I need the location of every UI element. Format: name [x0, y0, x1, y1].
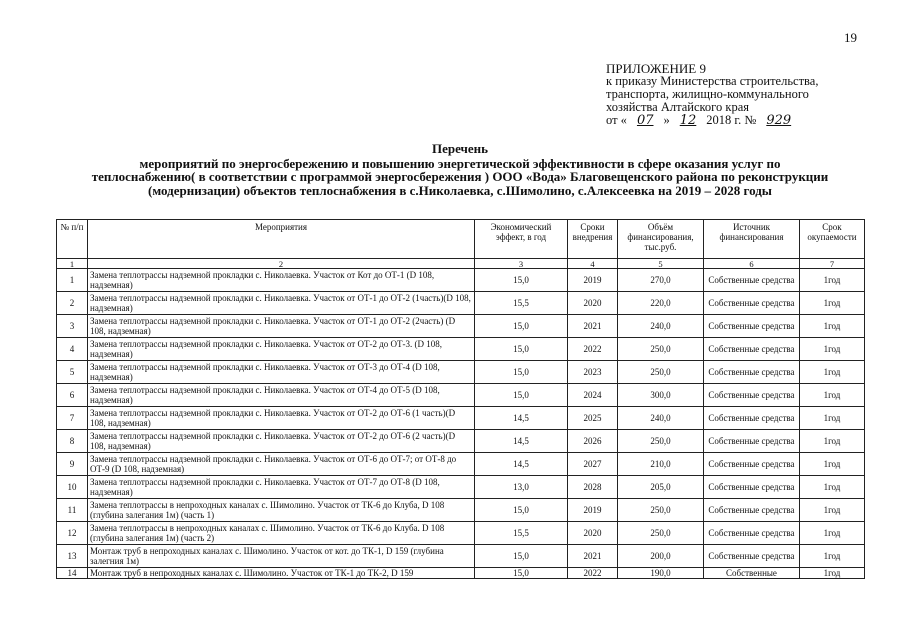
cell-number: 8	[57, 430, 88, 453]
order-year: 2018 г. №	[706, 113, 757, 127]
column-number: 1	[57, 259, 88, 269]
cell-effect: 15,0	[475, 315, 568, 338]
header-measures: Мероприятия	[88, 220, 475, 259]
cell-effect: 15,5	[475, 522, 568, 545]
cell-source: Собственные средства	[704, 522, 800, 545]
cell-payback: 1год	[800, 522, 865, 545]
cell-amount: 250,0	[618, 361, 704, 384]
order-date-line	[606, 114, 866, 127]
table-row	[57, 407, 865, 430]
cell-source: Собственные	[704, 568, 800, 579]
page-number: 19	[844, 30, 857, 45]
cell-measure: Замена теплотрассы надземной прокладки с. Николаевка. Участок от ОТ-7 до ОТ-8 (D 108, надземная)	[88, 476, 475, 499]
cell-payback: 1год	[800, 545, 865, 568]
cell-source: Собственные средства	[704, 430, 800, 453]
cell-source: Собственные средства	[704, 292, 800, 315]
cell-measure: Замена теплотрассы надземной прокладки с. Николаевка. Участок от Кот до ОТ-1 (D 108, надземная)	[88, 269, 475, 292]
column-number: 2	[88, 259, 475, 269]
cell-source: Собственные средства	[704, 545, 800, 568]
cell-payback: 1год	[800, 269, 865, 292]
header-payback: Срок окупаемости	[800, 220, 865, 259]
appendix-line-2: транспорта, жилищно-коммунального	[606, 87, 809, 101]
cell-year: 2019	[568, 499, 618, 522]
header-amount: Объём финансирования, тыс.руб.	[618, 220, 704, 259]
cell-measure: Замена теплотрассы надземной прокладки с. Николаевка. Участок от ОТ-3 до ОТ-4 (D 108, надземная)	[88, 361, 475, 384]
column-number: 5	[618, 259, 704, 269]
cell-measure: Монтаж труб в непроходных каналах с. Шимолино. Участок от ТК-1 до ТК-2, D 159	[88, 568, 475, 579]
cell-number: 13	[57, 545, 88, 568]
appendix-line-3: хозяйства Алтайского края	[606, 100, 749, 114]
cell-amount: 220,0	[618, 292, 704, 315]
cell-year: 2026	[568, 430, 618, 453]
column-number: 7	[800, 259, 865, 269]
cell-year: 2022	[568, 568, 618, 579]
cell-effect: 15,5	[475, 292, 568, 315]
cell-effect: 15,0	[475, 338, 568, 361]
table-row	[57, 545, 865, 568]
cell-payback: 1год	[800, 407, 865, 430]
table-row	[57, 453, 865, 476]
measures-table	[56, 219, 865, 579]
table-row	[57, 430, 865, 453]
order-mid: »	[663, 113, 670, 127]
cell-payback: 1год	[800, 384, 865, 407]
cell-measure: Замена теплотрассы надземной прокладки с. Николаевка. Участок от ОТ-6 до ОТ-7; от ОТ-8 до ОТ-9 (D 108, надземная)	[88, 453, 475, 476]
cell-effect: 15,0	[475, 384, 568, 407]
cell-measure: Монтаж труб в непроходных каналах с. Шимолино. Участок от кот. до ТК-1, D 159 (глубина залегния 1м)	[88, 545, 475, 568]
header-effect: Экономический эффект, в год	[475, 220, 568, 259]
cell-number: 3	[57, 315, 88, 338]
cell-amount: 190,0	[618, 568, 704, 579]
cell-amount: 205,0	[618, 476, 704, 499]
cell-effect: 15,0	[475, 545, 568, 568]
cell-year: 2020	[568, 522, 618, 545]
cell-source: Собственные средства	[704, 338, 800, 361]
cell-number: 7	[57, 407, 88, 430]
cell-number: 10	[57, 476, 88, 499]
cell-number: 5	[57, 361, 88, 384]
cell-payback: 1год	[800, 499, 865, 522]
table-row	[57, 384, 865, 407]
header-terms: Сроки внедрения	[568, 220, 618, 259]
cell-amount: 250,0	[618, 499, 704, 522]
column-number: 3	[475, 259, 568, 269]
cell-number: 12	[57, 522, 88, 545]
cell-source: Собственные средства	[704, 384, 800, 407]
appendix-title: ПРИЛОЖЕНИЕ 9	[606, 61, 706, 76]
cell-source: Собственные средства	[704, 499, 800, 522]
cell-effect: 15,0	[475, 499, 568, 522]
cell-amount: 240,0	[618, 315, 704, 338]
cell-year: 2020	[568, 292, 618, 315]
table-row	[57, 361, 865, 384]
cell-amount: 250,0	[618, 430, 704, 453]
order-number: 929	[766, 113, 792, 128]
cell-year: 2024	[568, 384, 618, 407]
heading-subtitle: мероприятий по энергосбережению и повышению энергетической эффективности в сфере оказания услуг по теплоснабжению( в соответствии с программой энергосбережения ) ООО «Вода» Благовещенского района по реконструкции (модернизации) объектов теплоснабжения в с.Николаевка, с.Шимолино, с.Алексеевка на 2019 – 2028 годы	[91, 155, 829, 198]
cell-amount: 250,0	[618, 338, 704, 361]
cell-number: 6	[57, 384, 88, 407]
column-number: 4	[568, 259, 618, 269]
cell-source: Собственные средства	[704, 453, 800, 476]
cell-effect: 14,5	[475, 453, 568, 476]
cell-measure: Замена теплотрассы надземной прокладки с. Николаевка. Участок от ОТ-1 до ОТ-2 (2часть) (D 108, надземная)	[88, 315, 475, 338]
cell-measure: Замена теплотрассы надземной прокладки с. Николаевка. Участок от ОТ-1 до ОТ-2 (1часть)(D 108, надземная)	[88, 292, 475, 315]
cell-payback: 1год	[800, 315, 865, 338]
cell-effect: 15,0	[475, 361, 568, 384]
order-from: от «	[606, 113, 627, 127]
cell-measure: Замена теплотрассы в непроходных каналах с. Шимолино. Участок от ТК-6 до Клуба. D 108 (глубина залегания 1м) (часть 2)	[88, 522, 475, 545]
cell-source: Собственные средства	[704, 315, 800, 338]
cell-source: Собственные средства	[704, 361, 800, 384]
cell-effect: 13,0	[475, 476, 568, 499]
cell-source: Собственные средства	[704, 407, 800, 430]
cell-payback: 1год	[800, 568, 865, 579]
cell-source: Собственные средства	[704, 476, 800, 499]
cell-year: 2025	[568, 407, 618, 430]
cell-effect: 14,5	[475, 430, 568, 453]
heading-title: Перечень	[431, 141, 489, 156]
table-row	[57, 315, 865, 338]
cell-year: 2022	[568, 338, 618, 361]
cell-measure: Замена теплотрассы в непроходных каналах с. Шимолино. Участок от ТК-6 до Клуба, D 108 (глубина залегания 1м) (часть 1)	[88, 499, 475, 522]
cell-year: 2019	[568, 269, 618, 292]
header-num: № п/п	[57, 220, 88, 259]
cell-payback: 1год	[800, 361, 865, 384]
cell-measure: Замена теплотрассы надземной прокладки с. Николаевка. Участок от ОТ-2 до ОТ-3. (D 108, надземная)	[88, 338, 475, 361]
table-row	[57, 269, 865, 292]
cell-year: 2023	[568, 361, 618, 384]
cell-effect: 15,0	[475, 269, 568, 292]
appendix-line-1: к приказу Министерства строительства,	[606, 74, 819, 88]
cell-measure: Замена теплотрассы надземной прокладки с. Николаевка. Участок от ОТ-4 до ОТ-5 (D 108, надземная)	[88, 384, 475, 407]
cell-year: 2027	[568, 453, 618, 476]
cell-measure: Замена теплотрассы надземной прокладки с. Николаевка. Участок от ОТ-2 до ОТ-6 (2 часть)(D 108, надземная)	[88, 430, 475, 453]
cell-effect: 14,5	[475, 407, 568, 430]
table-row	[57, 522, 865, 545]
cell-effect: 15,0	[475, 568, 568, 579]
cell-amount: 300,0	[618, 384, 704, 407]
cell-number: 9	[57, 453, 88, 476]
appendix-block	[606, 62, 866, 127]
cell-amount: 200,0	[618, 545, 704, 568]
column-number-row	[57, 259, 865, 269]
order-month: 12	[679, 113, 697, 128]
cell-number: 14	[57, 568, 88, 579]
cell-source: Собственные средства	[704, 269, 800, 292]
header-source: Источник финансирования	[704, 220, 800, 259]
table-row	[57, 292, 865, 315]
cell-number: 1	[57, 269, 88, 292]
cell-payback: 1год	[800, 453, 865, 476]
cell-payback: 1год	[800, 430, 865, 453]
document-heading	[90, 142, 830, 197]
cell-number: 4	[57, 338, 88, 361]
cell-amount: 270,0	[618, 269, 704, 292]
cell-measure: Замена теплотрассы надземной прокладки с. Николаевка. Участок от ОТ-2 до ОТ-6 (1 часть)(D 108, надземная)	[88, 407, 475, 430]
cell-payback: 1год	[800, 292, 865, 315]
cell-amount: 210,0	[618, 453, 704, 476]
cell-number: 2	[57, 292, 88, 315]
cell-amount: 250,0	[618, 522, 704, 545]
order-day: 07	[636, 113, 654, 128]
cell-year: 2021	[568, 315, 618, 338]
table-row	[57, 568, 865, 579]
cell-payback: 1год	[800, 476, 865, 499]
table-row	[57, 499, 865, 522]
table-row	[57, 476, 865, 499]
cell-year: 2028	[568, 476, 618, 499]
column-number: 6	[704, 259, 800, 269]
table-row	[57, 338, 865, 361]
cell-amount: 240,0	[618, 407, 704, 430]
cell-number: 11	[57, 499, 88, 522]
cell-payback: 1год	[800, 338, 865, 361]
table-header-row	[57, 220, 865, 259]
cell-year: 2021	[568, 545, 618, 568]
